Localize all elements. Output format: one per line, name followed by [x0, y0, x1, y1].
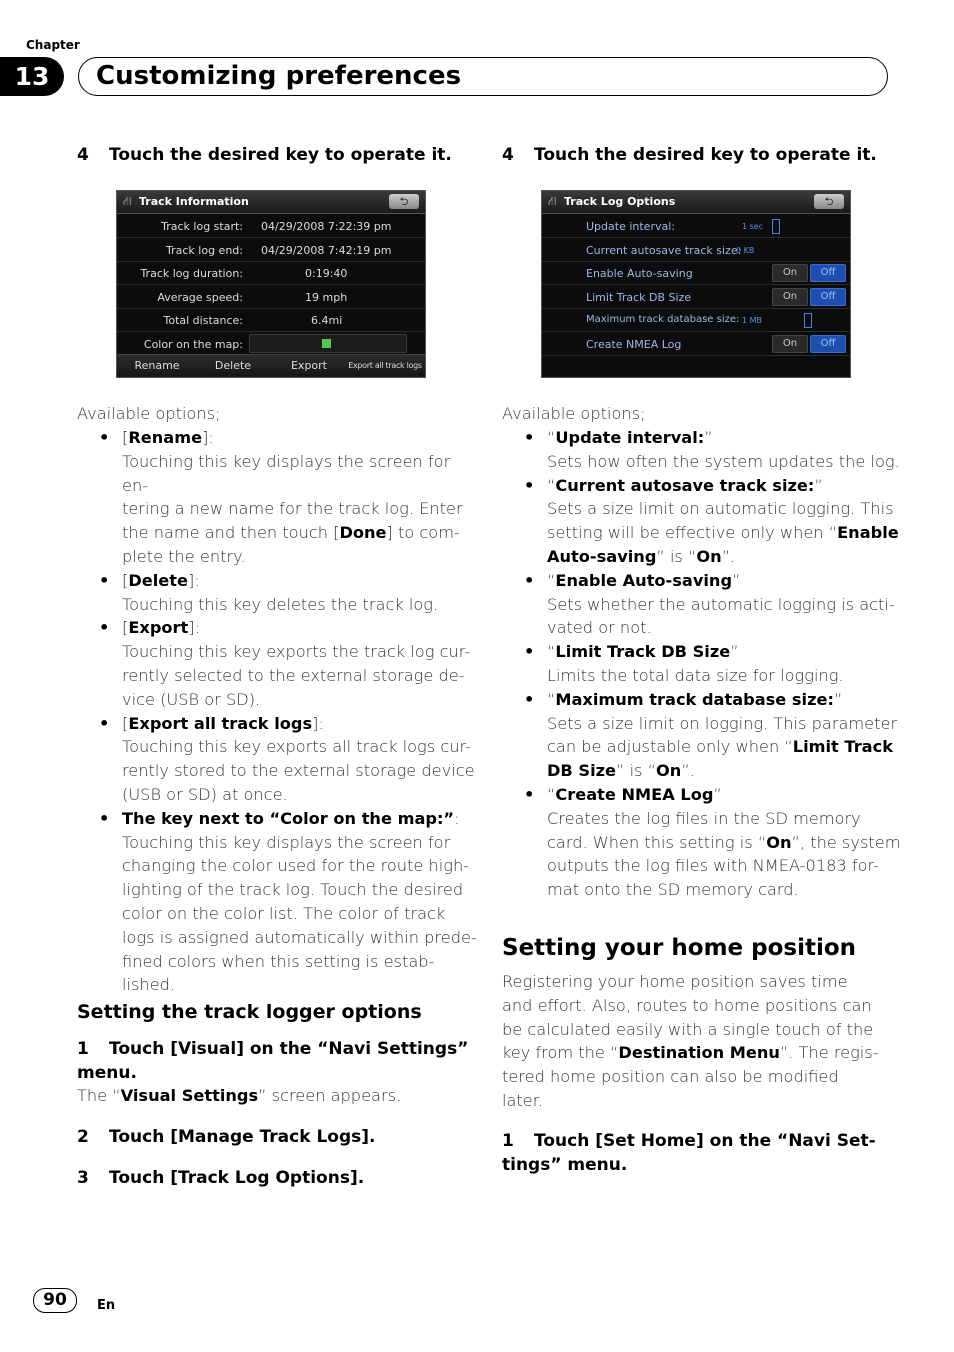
option-label: Maximum track database size: — [586, 314, 740, 325]
option-max-track-db-size: • “Maximum track database size:” Sets a size limit on logging. This parameter can be adjustable only when “Limit Track DB Size” is “On”. — [502, 688, 902, 783]
step-text: tings” menu. — [502, 1155, 628, 1175]
info-row — [117, 308, 425, 332]
info-value: 19 mph — [305, 291, 348, 304]
track-icon: ⛙ — [548, 194, 557, 208]
right-options-list — [502, 426, 902, 902]
step-number: 4 — [502, 145, 514, 165]
option-row — [542, 332, 850, 356]
option-row — [542, 214, 850, 238]
info-label: Track log duration: — [140, 267, 243, 280]
step-text: Touch the desired key to operate it. — [109, 145, 452, 165]
info-value: 04/29/2008 7:22:39 pm — [261, 220, 392, 233]
step-number: 1 — [502, 1131, 514, 1151]
step-1-result: The “Visual Settings” screen appears. — [77, 1086, 402, 1105]
page-number: 90 — [33, 1288, 77, 1313]
option-enable-auto-saving: • “Enable Auto-saving” Sets whether the automatic logging is acti- vated or not. — [502, 569, 902, 640]
info-row — [117, 261, 425, 285]
create-nmea-on[interactable]: On — [772, 335, 808, 353]
limit-db-size-on[interactable]: On — [772, 288, 808, 306]
max-db-size-slider[interactable] — [804, 313, 812, 328]
right-step-4 — [502, 143, 877, 167]
color-swatch — [322, 339, 331, 348]
left-available-options: Available options; — [77, 404, 221, 423]
chapter-number: 13 — [0, 57, 64, 96]
left-step-2 — [77, 1125, 375, 1149]
chapter-label: Chapter — [26, 38, 80, 52]
option-row — [542, 308, 850, 332]
screenshot-title-bar — [542, 191, 850, 214]
section-home-position: Setting your home position — [502, 935, 857, 961]
track-information-screenshot — [116, 190, 426, 378]
right-available-options: Available options; — [502, 404, 646, 423]
info-row — [117, 332, 425, 356]
step-number: 2 — [77, 1127, 89, 1147]
home-position-paragraph: Registering your home position saves time and effort. Also, routes to home positions can be calculated easily with a single touch of the key from the “Destination Menu”. The regis- tered home position can also be modified later. — [502, 972, 879, 1110]
option-label: Create NMEA Log — [586, 338, 682, 351]
info-label: Track log start: — [161, 220, 243, 233]
option-color-on-map: • The key next to “Color on the map:”: Touching this key displays the screen for changing the color used for the route high- lighting of the track log. Touch the desired color on the color list. The color of track logs is assigned automatically within prede- fined colors when this setting is estab- lished. — [77, 807, 477, 997]
track-icon: ⛙ — [123, 194, 132, 208]
option-label: Update interval: — [586, 220, 675, 233]
language-label: En — [97, 1298, 116, 1313]
option-limit-track-db-size: • “Limit Track DB Size” Limits the total data size for logging. — [502, 640, 902, 688]
option-delete: • [Delete]: Touching this key deletes the track log. — [77, 569, 477, 617]
info-row — [117, 285, 425, 309]
right-step-1 — [502, 1129, 902, 1177]
left-options-list — [77, 426, 477, 997]
left-step-1 — [77, 1037, 477, 1085]
step-text: Touch [Set Home] on the “Navi Set- — [534, 1131, 876, 1151]
step-text: Touch the desired key to operate it. — [534, 145, 877, 165]
option-label: Current autosave track size: — [586, 244, 742, 257]
step-number: 3 — [77, 1168, 89, 1188]
step-text: Touch [Visual] on the “Navi Settings” — [109, 1039, 469, 1059]
step-number: 4 — [77, 145, 89, 165]
export-all-button[interactable]: Export all track logs — [348, 361, 422, 370]
screenshot-title-bar — [117, 191, 425, 214]
step-number: 1 — [77, 1039, 89, 1059]
rename-button[interactable]: Rename — [134, 359, 180, 372]
info-row — [117, 238, 425, 262]
option-export: • [Export]: Touching this key exports the track log cur- rently selected to the external storage de- vice (USB or SD). — [77, 616, 477, 711]
screenshot-button-bar — [117, 354, 425, 377]
info-label: Average speed: — [157, 291, 243, 304]
track-log-options-screenshot — [541, 190, 851, 378]
limit-db-size-off[interactable]: Off — [810, 288, 846, 306]
info-label: Track log end: — [166, 244, 243, 257]
option-label: Enable Auto-saving — [586, 267, 693, 280]
left-step-4 — [77, 143, 452, 167]
left-step-3 — [77, 1166, 364, 1190]
option-update-interval: • “Update interval:” Sets how often the system updates the log. — [502, 426, 902, 474]
color-on-map-button[interactable] — [249, 334, 407, 353]
info-row — [117, 214, 425, 238]
step-text: Touch [Manage Track Logs]. — [109, 1127, 376, 1147]
info-label: Total distance: — [163, 314, 243, 327]
enable-auto-saving-on[interactable]: On — [772, 264, 808, 282]
section-track-logger-options: Setting the track logger options — [77, 1001, 422, 1023]
delete-button[interactable]: Delete — [214, 359, 252, 372]
option-row — [542, 261, 850, 285]
option-row — [542, 238, 850, 262]
option-export-all: • [Export all track logs]: Touching this key exports all track logs cur- rently stored to the external storage device (USB or SD) at once. — [77, 712, 477, 807]
info-label: Color on the map: — [143, 338, 243, 351]
enable-auto-saving-off[interactable]: Off — [810, 264, 846, 282]
chapter-title: Customizing preferences — [96, 61, 462, 91]
option-rename: • [Rename]: Touching this key displays the screen for en- tering a new name for the track log. Enter the name and then touch [Done] to com- plete the entry. — [77, 426, 477, 569]
option-label: Limit Track DB Size — [586, 291, 692, 304]
option-unit: 1 sec — [742, 222, 764, 231]
screenshot-title: Track Log Options — [564, 195, 676, 208]
screenshot-title: Track Information — [139, 195, 249, 208]
create-nmea-off[interactable]: Off — [810, 335, 846, 353]
step-text: Touch [Track Log Options]. — [109, 1168, 365, 1188]
update-interval-slider[interactable] — [772, 219, 780, 234]
option-unit: 1 MB — [742, 316, 763, 325]
option-row — [542, 285, 850, 309]
export-button[interactable]: Export — [290, 359, 327, 372]
info-value: 6.4mi — [311, 314, 343, 327]
step-text: menu. — [77, 1063, 137, 1083]
info-value: 04/29/2008 7:42:19 pm — [261, 244, 392, 257]
option-unit: 0 KB — [736, 246, 755, 255]
option-create-nmea-log: • “Create NMEA Log” Creates the log files in the SD memory card. When this setting is “On”, the system outputs the log files with NMEA-0183 for- mat onto the SD memory card. — [502, 783, 902, 902]
back-arrow-icon[interactable]: ⮌ — [814, 194, 844, 209]
option-current-autosave-size: • “Current autosave track size:” Sets a size limit on automatic logging. This setting will be effective only when “Enable Auto-saving” is “On”. — [502, 474, 902, 569]
info-value: 0:19:40 — [305, 267, 348, 280]
back-arrow-icon[interactable]: ⮌ — [389, 194, 419, 209]
